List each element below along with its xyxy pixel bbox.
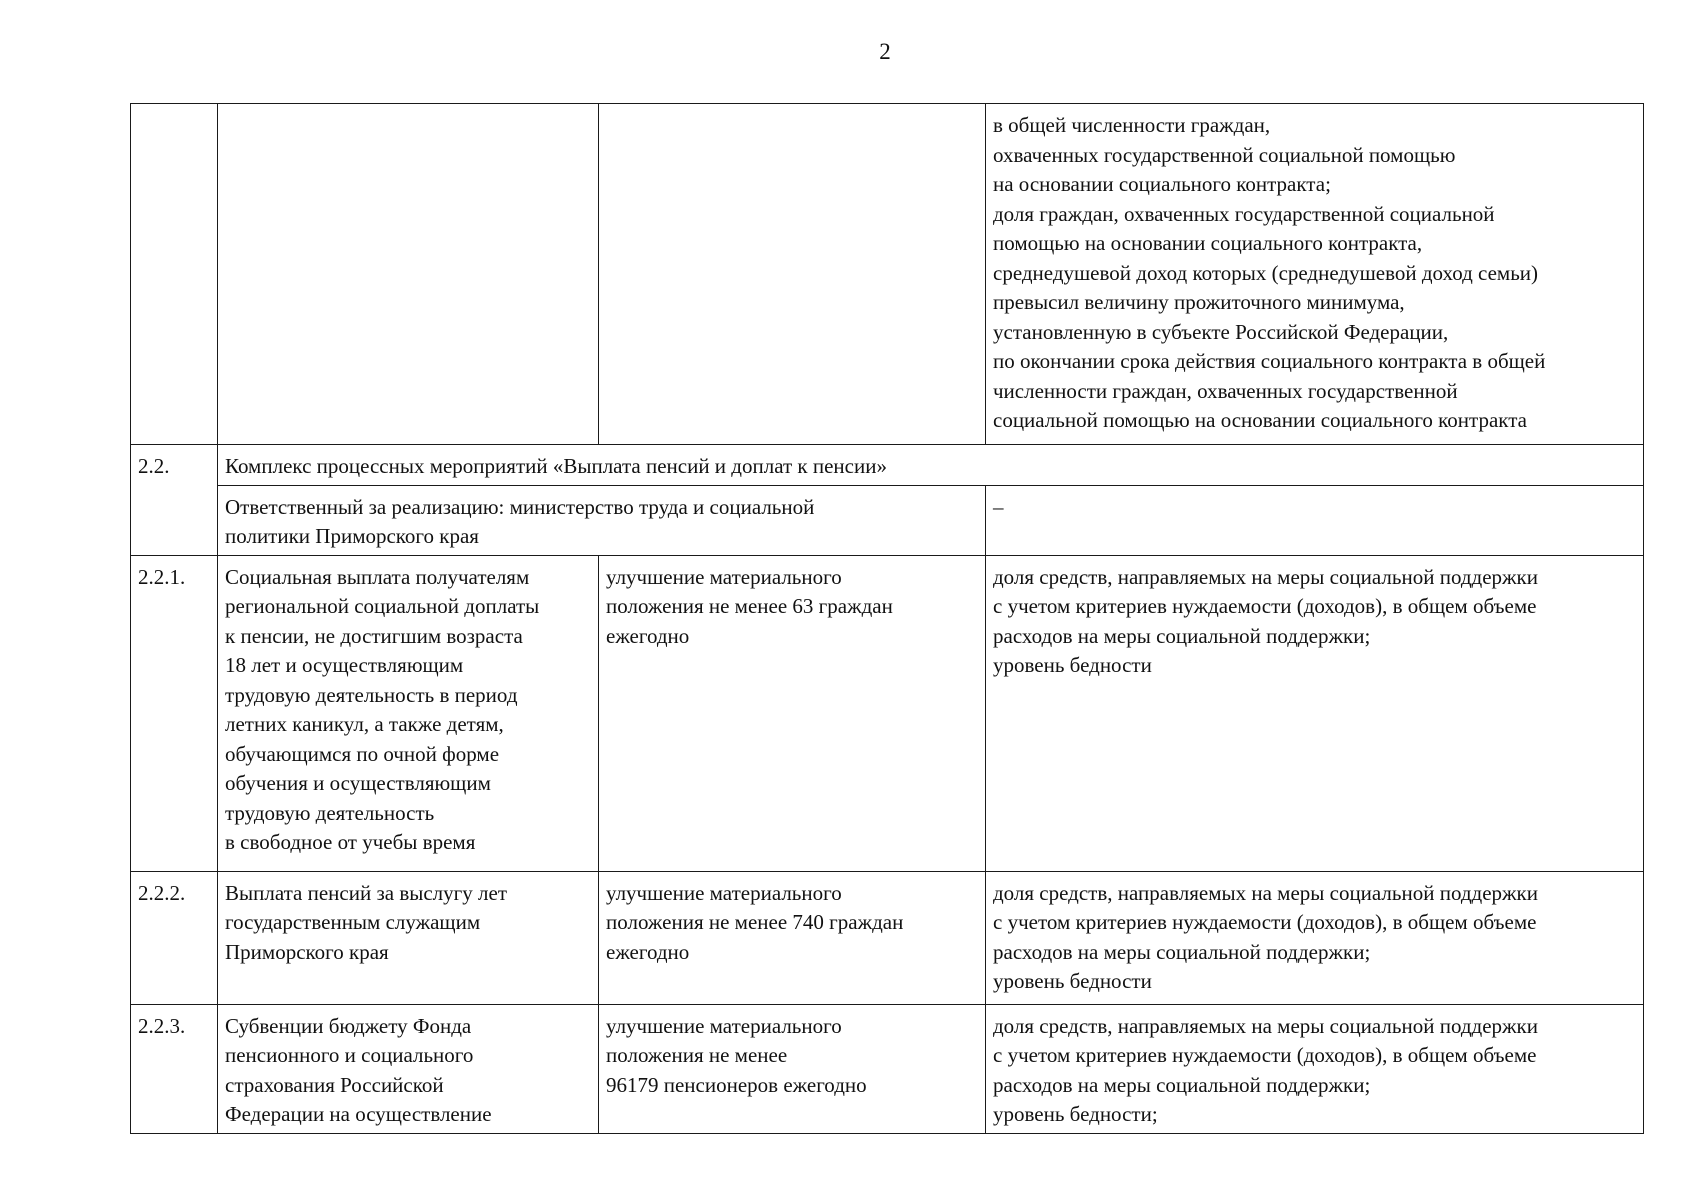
row-number-cell: 2.2.2.: [131, 871, 218, 1004]
expected-result-cell: улучшение материального положения не менее 96179 пенсионеров ежегодно: [599, 1004, 986, 1133]
section-number-cell: 2.2.: [131, 445, 218, 556]
row-number-cell: [131, 104, 218, 445]
section-title-cell: Комплекс процессных мероприятий «Выплата пенсий и доплат к пенсии»: [218, 445, 1644, 486]
table-row: [131, 555, 1644, 871]
measure-name-cell: Субвенции бюджету Фонда пенсионного и социального страхования Российской Федерации на осуществление: [218, 1004, 599, 1133]
page-number: 2: [879, 39, 891, 64]
indicator-cell: доля средств, направляемых на меры социальной поддержки с учетом критериев нуждаемости (доходов), в общем объеме расходов на меры социальной поддержки; уровень бедности;: [986, 1004, 1644, 1133]
row-number-cell: 2.2.1.: [131, 555, 218, 871]
responsible-cell: Ответственный за реализацию: министерство труда и социальной политики Приморского края: [218, 485, 986, 555]
measure-name-cell: Социальная выплата получателям региональной социальной доплаты к пенсии, не достигшим возраста 18 лет и осуществляющим трудовую деятельность в период летних каникул, а также детям, обучающимся по очной форме обучения и осуществляющим трудовую деятельность в свободное от учебы время: [218, 555, 599, 871]
indicator-cell: доля средств, направляемых на меры социальной поддержки с учетом критериев нуждаемости (доходов), в общем объеме расходов на меры социальной поддержки; уровень бедности: [986, 555, 1644, 871]
measure-name-cell: Выплата пенсий за выслугу лет государственным служащим Приморского края: [218, 871, 599, 1004]
indicator-cell: доля средств, направляемых на меры социальной поддержки с учетом критериев нуждаемости (доходов), в общем объеме расходов на меры социальной поддержки; уровень бедности: [986, 871, 1644, 1004]
responsible-value-cell: –: [986, 485, 1644, 555]
row-number-cell: 2.2.3.: [131, 1004, 218, 1133]
measure-name-cell: [218, 104, 599, 445]
table-row: [131, 104, 1644, 445]
responsible-row: [131, 485, 1644, 555]
section-header-row: [131, 445, 1644, 486]
indicator-cell: в общей численности граждан, охваченных государственной социальной помощью на основании социального контракта; доля граждан, охваченных государственной социальной помощью на основании социального контракта, среднедушевой доход которых (среднедушевой доход семьи) превысил величину прожиточного минимума, установленную в субъекте Российской Федерации, по окончании срока действия социального контракта в общей численности граждан, охваченных государственной социальной помощью на основании социального контракта: [986, 104, 1644, 445]
expected-result-cell: улучшение материального положения не менее 63 граждан ежегодно: [599, 555, 986, 871]
expected-result-cell: [599, 104, 986, 445]
measures-table: [130, 103, 1644, 1134]
table-row: [131, 1004, 1644, 1133]
expected-result-cell: улучшение материального положения не менее 740 граждан ежегодно: [599, 871, 986, 1004]
table-row: [131, 871, 1644, 1004]
